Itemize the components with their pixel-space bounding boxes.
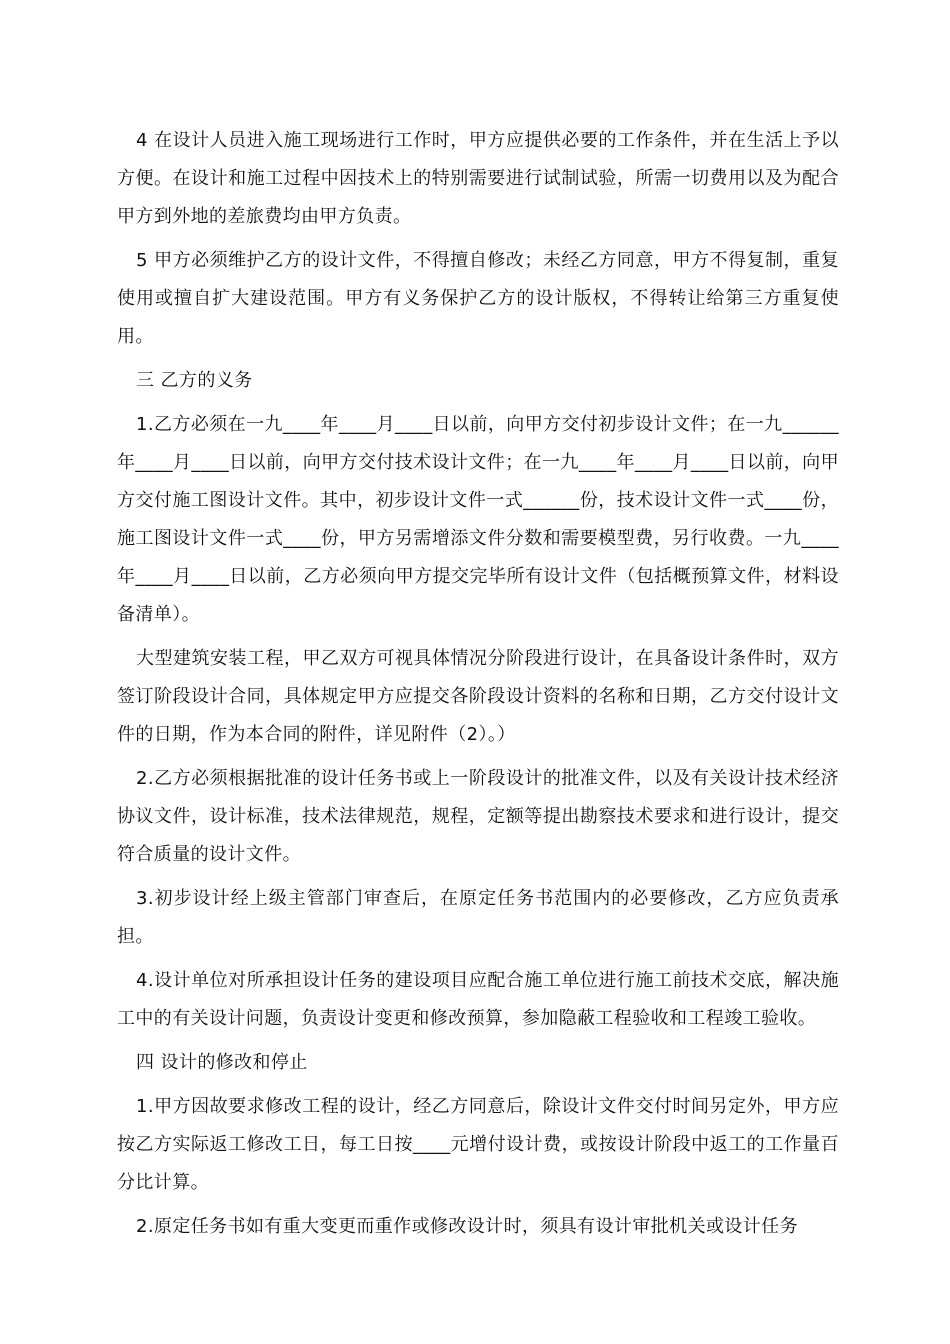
section-heading-design-changes: 四 设计的修改和停止 bbox=[136, 1052, 308, 1073]
paragraph-b-4: 4.设计单位对所承担设计任务的建设项目应配合施工单位进行施工前技术交底，解决施工中的有关设计问题，负责设计变更和修改预算，参加隐蔽工程验收和工程竣工验收。 bbox=[117, 970, 839, 1029]
paragraph-c-1: 1.甲方因故要求修改工程的设计，经乙方同意后，除设计文件交付时间另定外，甲方应按乙方实际返工修改工日，每工日按____元增付设计费，或按设计阶段中返工的工作量百分比计算。 bbox=[117, 1096, 839, 1193]
document-body bbox=[117, 122, 839, 1252]
paragraph-clause-5: 5 甲方必须维护乙方的设计文件，不得擅自修改；未经乙方同意，甲方不得复制，重复使用或擅自扩大建设范围。甲方有义务保护乙方的设计版权，不得转让给第三方重复使用。 bbox=[117, 250, 839, 347]
section-heading-party-b-obligations: 三 乙方的义务 bbox=[136, 370, 253, 391]
paragraph-b-3: 3.初步设计经上级主管部门审查后，在原定任务书范围内的必要修改，乙方应负责承担。 bbox=[117, 888, 839, 947]
paragraph-c-2: 2.原定任务书如有重大变更而重作或修改设计时，须具有设计审批机关或设计任务 bbox=[136, 1216, 798, 1237]
paragraph-clause-4: 4 在设计人员进入施工现场进行工作时，甲方应提供必要的工作条件，并在生活上予以方便。在设计和施工过程中因技术上的特别需要进行试制试验，所需一切费用以及为配合甲方到外地的差旅费均由甲方负责。 bbox=[117, 130, 839, 227]
paragraph-b-2: 2.乙方必须根据批准的设计任务书或上一阶段设计的批准文件，以及有关设计技术经济协议文件，设计标准，技术法律规范，规程，定额等提出勘察技术要求和进行设计，提交符合质量的设计文件。 bbox=[117, 768, 839, 865]
paragraph-b-1: 1.乙方必须在一九____年____月____日以前，向甲方交付初步设计文件；在一九______年____月____日以前，向甲方交付技术设计文件；在一九____年____月____日以前，向甲方交付施工图设计文件。其中，初步设计文件一式______份，技术设计文件一式____份，施工图设计文件一式____份，甲方另需增添文件分数和需要模型费，另行收费。一九____年____月____日以前，乙方必须向甲方提交完毕所有设计文件（包括概预算文件，材料设备清单）。 bbox=[117, 414, 839, 625]
paragraph-large-projects: 大型建筑安装工程，甲乙双方可视具体情况分阶段进行设计，在具备设计条件时，双方签订阶段设计合同，具体规定甲方应提交各阶段设计资料的名称和日期，乙方交付设计文件的日期，作为本合同的附件，详见附件（2）。） bbox=[117, 648, 839, 745]
